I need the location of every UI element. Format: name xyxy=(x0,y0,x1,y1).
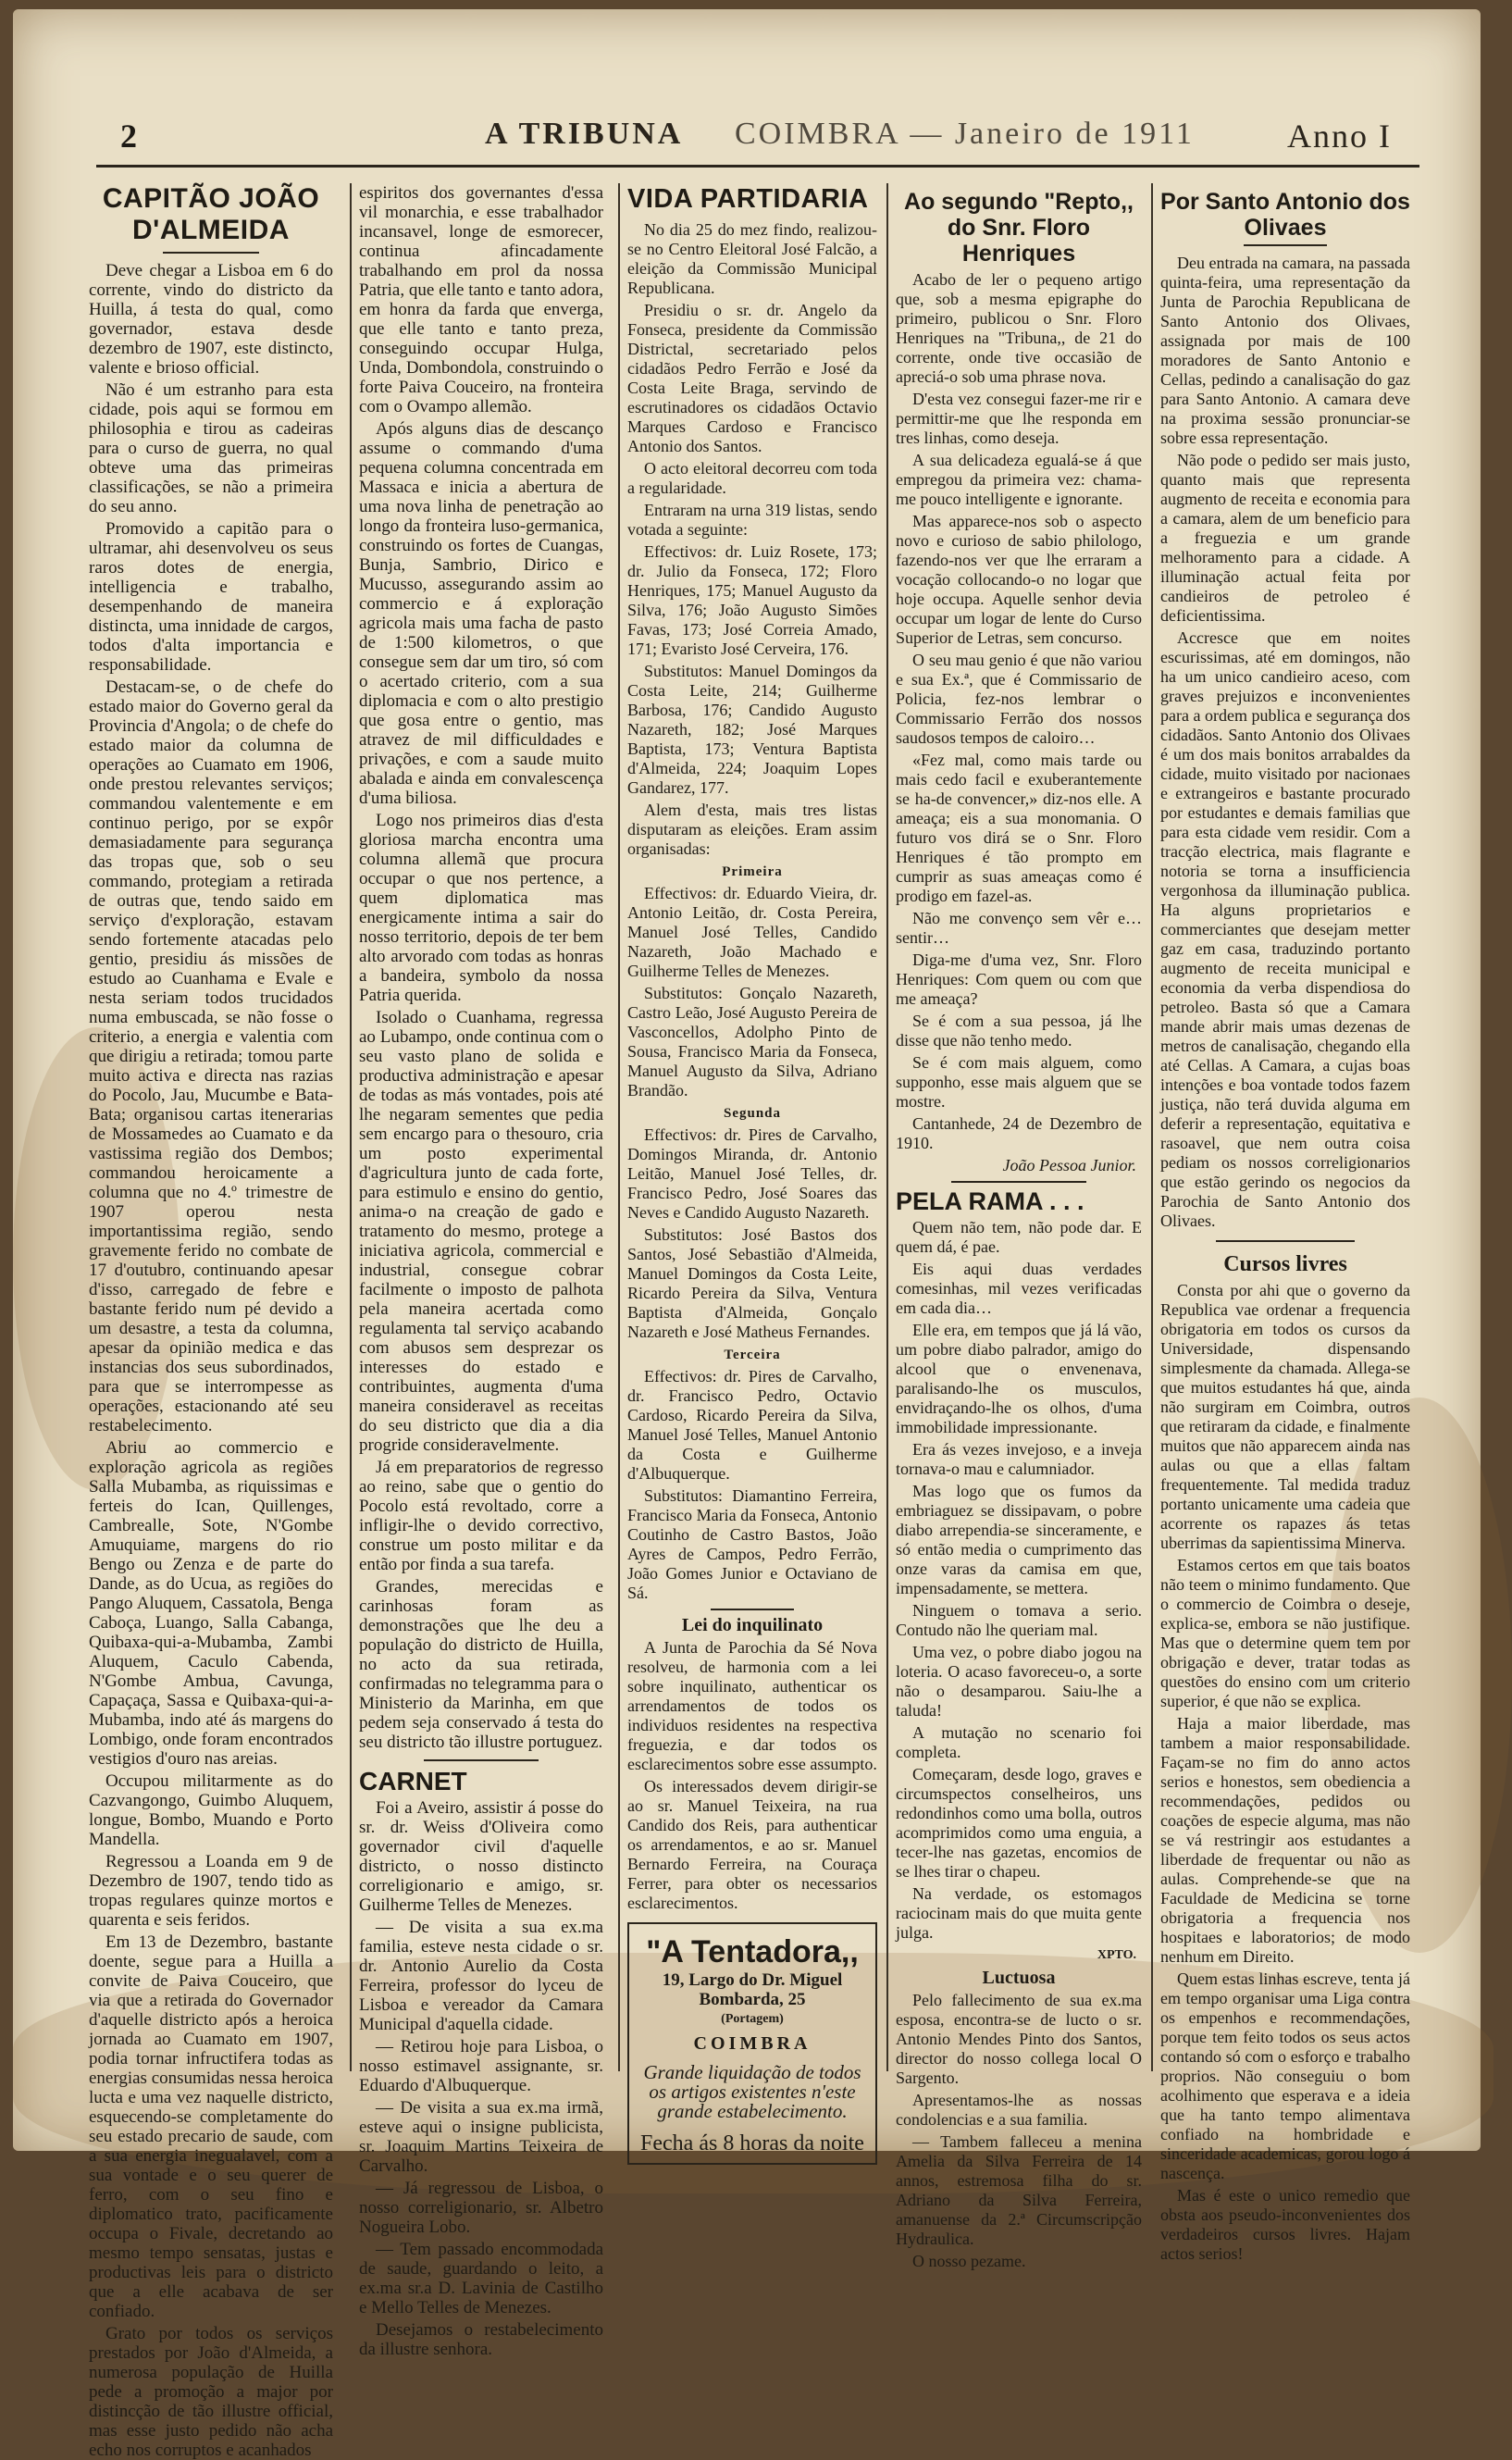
masthead xyxy=(87,109,1410,165)
ad-address-note: (Portagem) xyxy=(721,2012,784,2026)
paragraph: O nosso pezame. xyxy=(912,2252,1026,2270)
paragraph: Após alguns dias de descanço assume o commando d'uma pequena columna concentrada em Massaca e inicia a abertura de uma nova linha de penetração ao longo da fronteira luso-germanica, construindo os fortes de Cuangas, Bunja, Sambrio, Dirico e Mucusso, assegurando assim ao commercio e á exploração agricola mais uma facha de pasto de 1:500 kilometros, o que consegue sem dar um tiro, só com o acertado criterio, com a sua diplomacia e com o alto prestigio que gosa entre o gentio, mas atravez de mil difficuldades e privações, e com a saude muito abalada e ainda em convalescença d'uma biliosa. xyxy=(359,419,603,808)
paragraph: Quem estas linhas escreve, tenta já em tempo organisar uma Liga contra os empenhos e recommendações, porque tem feito todos os seus actos contando só com o esforço e trabalho proprios. Não conseguiu o bom acolhimento que esperava e a ideia que ha tanto tempo alimentava confiado na hombridade e sinceridade academicas, gorou logo á nascença. xyxy=(1160,1969,1410,2182)
paragraph: Mas logo que os fumos da embriaguez se dissipavam, o pobre diabo arrependia-se sinceramente, e só então media o cumprimento das onze varas da camisa em que, impensadamente, se mettera. xyxy=(896,1482,1142,1597)
paragraph: Diga-me d'uma vez, Snr. Floro Henriques: Com quem ou com que me ameaça? xyxy=(896,950,1142,1008)
article-title: VIDA PARTIDARIA xyxy=(627,184,869,214)
paragraph: Eis aqui duas verdades comesinhas, mil vezes verificadas em cada dia… xyxy=(896,1260,1142,1317)
paragraph: Abriu ao commercio e exploração agricola as regiões Salla Mubamba, as riquissimas e ferteis do Ican, Quillenges, Cambrealle, Sote, N'Gombe Amuquiame, margens do rio Bengo ou Zenza e de parte do Dande, as do Ucua, as regiões do Pango Aluquem, Cassatola, Benga Caboça, Luango, Salla Cabanga, Quibaxa-qui-a-Mubamba, Zambi Aluquem, Caculo Cabenda, N'Gombe Ambua, Cavunga, Capaçaça, Sassa e Quibaxa-qui-a-Mubamba, indo até ás margens do Lombigo, onde foram encontrados vestigios d'ouro nas areias. xyxy=(89,1438,333,1769)
paragraph: Grato por todos os serviços prestados por João d'Almeida, a numerosa população de Huilla pede a promoção a major por distincção de tão illustre official, mas esse justo pedido não acha echo nos corruptos e acanhados xyxy=(89,2324,333,2460)
paragraph: Apresentamos-lhe as nossas condolencias e a sua familia. xyxy=(896,2091,1142,2129)
paragraph: — Já regressou de Lisboa, o nosso correligionario, sr. Albetro Nogueira Lobo. xyxy=(359,2179,603,2237)
page-number: 2 xyxy=(120,118,137,155)
paragraph: Regressou a Loanda em 9 de Dezembro de 1907, tendo tido as tropas regulares quinze mortos e quarenta e seis feridos. xyxy=(89,1852,333,1930)
paragraph: Se é com a sua pessoa, já lhe disse que não tenho medo. xyxy=(896,1012,1142,1050)
paragraph: Elle era, em tempos que já lá vão, um pobre diabo palrador, amigo do alcool que o envenenava, paralisando-lhe os musculos, envidraçando-lhe os olhos, d'uma immobilidade impressionante. xyxy=(896,1321,1142,1436)
paragraph: espiritos dos governantes d'essa vil monarchia, e esse trabalhador incansavel, longe de esmorecer, continua afincadamente trabalhando em prol da nossa Patria, que elle tanto e tanto adora, em honra da farda que enverga, que elle tanto e tanto preza, conseguindo occupar Hulga, Unda, Dombondola, construindo o forte Paiva Couceiro, na fronteira com o Ovampo allemão. xyxy=(359,183,603,416)
paragraph: — De visita a sua ex.ma familia, esteve nesta cidade o sr. dr. Antonio Aurelio da Costa Ferreira, professor do lyceu de Lisboa e vereador da Camara Municipal d'aquella cidade. xyxy=(359,1918,603,2034)
paragraph: Quem não tem, não pode dar. E quem dá, é pae. xyxy=(896,1218,1142,1256)
paragraph: Alem d'esta, mais tres listas disputaram as eleições. Eram assim organisadas: xyxy=(627,801,877,858)
paragraph: Se é com mais alguem, como supponho, esse mais alguem que se mostre. xyxy=(896,1053,1142,1111)
column-5 xyxy=(1160,183,1410,2263)
paragraph: — De visita a sua ex.ma irmã, esteve aqui o insigne publicista, sr. Joaquim Martins Teixeira de Carvalho. xyxy=(359,2098,603,2176)
paragraph: Destacam-se, o de chefe do estado maior do Governo geral da Provincia d'Angola; o de chefe do estado maior da columna de operações ao Cuamato em 1906, onde prestou relevantes serviços; commandou valentemente e em continuo perigo, por se expôr demasiadamente para segurança das tropas que, sob o seu commando, protegiam a retirada de outras que, tendo saido em serviço d'exploração, estavam sendo fortemente atacadas pelo gentio, presidiu ás missões de estudo ao Cuanhama e Evale e nesta seriam todos trucidados numa embuscada, se não fosse o criterio, a energia e valentia com que dirigiu a retirada; tomou parte muito activa e directa nas razias do Pocolo, Jau, Mucumbe e Bata-Bata; organisou cartas itenerarias de Mossamedes ao Cuamato e da vastissima região dos Dembos; commandou heroicamente a columna que no 4.º trimestre de 1907 operou nesta importantissima região, sendo gravemente ferido no combate de 17 d'outubro, continuando apesar d'isso, carregado de febre e bastante ferido num pé devido a um desastre, a testa da columna, apesar da opinião medica e das instancias dos seus subordinados, para que se interrompesse as operações, estacionando até seu restabelecimento. xyxy=(89,677,333,1435)
paragraph: Accresce que em noites escurissimas, até em domingos, não ha um unico candieiro aceso, com graves prejuizos e inconvenientes para a ordem publica e segurança dos cidadãos. Santo Antonio dos Olivaes é um dos mais bonitos arrabaldes da cidade, muito visitado por nacionaes e extrangeiros e bastante procurado por estudantes e demais familias que para esta cidade vem residir. Com a tracção electrica, mais flagrante e notoria se torna a insufficiencia vergonhosa da illuminação publica. Ha alguns proprietarios e commerciantes que desejam metter gaz em casa, traduzindo portanto augmento de receita municipal e economia da verba dispendiosa do petroleo. Basta só que a Camara mande abrir mais umas dezenas de metros de canalisação, chegando ella até Cellas. A Camara, a cujas boas intenções e boa vontade todos fazem justiça, não terá duvida alguma em deferir a representação, equitativa e rasoavel, que nem outra coisa pediam os nossos correligionarios que estão gerindo os negocios da Parochia de Santo Antonio dos Olivaes. xyxy=(1160,628,1410,1230)
list-heading: Primeira xyxy=(722,864,783,879)
paragraph: Mas apparece-nos sob o aspecto novo e curioso de sabio philologo, fazendo-nos ver que lhe erraram a vocação collocando-o no logar que hoje occupa. Aquelle senhor devia occupar um logar de lente do Curso Superior de Letras, sem concurso. xyxy=(896,512,1142,647)
paragraph: Promovido a capitão para o ultramar, ahi desenvolveu os seus raros dotes de energia, intelligencia e trabalho, desempenhando de maneira distincta, uma innidade de cargos, todos d'alta importancia e responsabilidade. xyxy=(89,519,333,675)
paragraph: Acabo de ler o pequeno artigo que, sob a mesma epigraphe do primeiro, publicou o Snr. Floro Henriques na "Tribuna,, de 21 do corrente, onde tive occasião de apreciá-o sob uma phrase nova. xyxy=(896,270,1142,386)
column-divider xyxy=(1151,183,1153,2071)
paragraph: A Junta de Parochia da Sé Nova resolveu, de harmonia com a lei sobre inquilinato, authenticar os arrendamentos de todos os individuos residentes na respectiva freguezia, e dar todos os esclarecimentos sobre esse assumpto. xyxy=(627,1638,877,1773)
article-title: CAPITÃO JOÃO D'ALMEIDA xyxy=(102,183,320,245)
newspaper-title: A TRIBUNA xyxy=(485,117,684,151)
section-rule xyxy=(424,1759,539,1761)
paragraph: Em 13 de Dezembro, bastante doente, segue para a Huilla a convite de Paiva Couceiro, que via que a retirada do Governador d'aquelle districto após a heroica jornada ao Cuamato em 1907, podia tornar infructifera todas as energias consumidas nessa heroica lucta e uma vez naquelle districto, esquecendo-se completamente do seu estado precario de saude, com a sua energia inegualavel, com a sua vontade e o seu querer de ferro, com o seu fino e diplomatico trato, pacificamente occupa o Fivale, decretando ao mesmo tempo sensatas, justas e productivas leis para o districto que a elle acabava de ser confiado. xyxy=(89,1932,333,2321)
paragraph: Substitutos: Gonçalo Nazareth, Castro Leão, José Augusto Pereira de Vasconcellos, Adolpho Pinto de Sousa, Francisco Maria da Fonseca, Manuel Augusto da Silva, Adriano Brandão. xyxy=(627,984,877,1100)
paragraph: Estamos certos em que tais boatos não teem o minimo fundamento. Que o commercio de Coimbra o deseje, explica-se, embora se não justifique. Mas que o determine quem tem por obrigação e dever, tratar todas as questões do ensino com um criterio superior, é que não se explica. xyxy=(1160,1556,1410,1710)
section-title: Cursos livres xyxy=(1223,1252,1347,1276)
column-divider xyxy=(618,183,620,2071)
paragraph: Foi a Aveiro, assistir á posse do sr. dr. Weiss d'Oliveira como governador civil d'aquelle districto, o nosso distincto correligionario e amigo, sr. Guilherme Telles de Menezes. xyxy=(359,1798,603,1915)
paragraph: — Retirou hoje para Lisboa, o nosso estimavel assignante, sr. Eduardo d'Albuquerque. xyxy=(359,2037,603,2095)
paragraph: A mutação no scenario foi completa. xyxy=(896,1723,1142,1761)
paragraph: A sua delicadeza egualá-se á que empregou da primeira vez: chama-me pouco intelligente e ignorante. xyxy=(896,451,1142,508)
paragraph: Effectivos: dr. Eduardo Vieira, dr. Antonio Leitão, dr. Costa Pereira, Manuel José Telles, Candido Nazareth, João Machado e Guilherme Telles de Menezes. xyxy=(627,884,877,980)
section-rule xyxy=(1216,1240,1355,1242)
paragraph: Não pode o pedido ser mais justo, quanto mais que representa augmento de receita e economia para a camara, alem de um beneficio para a freguezia e um grande melhoramento para a cidade. A illuminação actual feita por candieiros de petroleo é deficientissima. xyxy=(1160,451,1410,625)
section-rule xyxy=(951,1181,1086,1183)
section-title: Lei do inquilinato xyxy=(681,1615,824,1635)
list-heading: Segunda xyxy=(723,1106,782,1121)
paragraph: «Fez mal, como mais tarde ou mais cedo facil e exuberantemente se ha-de convencer,» diz-nos elle. A ameaça; eis a sua monomania. O futuro vos dirá se o Snr. Floro Henriques é tão prompto em cumprir as suas ameaças como é prodigo em fazel-as. xyxy=(896,751,1142,905)
column-divider xyxy=(886,183,888,2071)
title-rule xyxy=(163,252,259,254)
article-title: Por Santo Antonio dos Olivaes xyxy=(1160,189,1410,241)
paragraph: Deve chegar a Lisboa em 6 do corrente, vindo do districto da Huilla, á testa do qual, como governador, estava desde dezembro de 1907, este distincto, valente e brioso official. xyxy=(89,261,333,378)
paragraph: Era ás vezes invejoso, e a inveja tornava-o mau e calumniador. xyxy=(896,1440,1142,1478)
column-1 xyxy=(89,183,333,2460)
paragraph: D'esta vez consegui fazer-me rir e permittir-me que lhe responda em tres linhas, como deseja. xyxy=(896,390,1142,447)
paragraph: Consta por ahi que o governo da Republica vae ordenar a frequencia obrigatoria em todos os cursos da Universidade, dispensando simplesmente da chamada. Allega-se que muitos estudantes há que, ainda não surgiram em Coimbra, outros que retiraram da cidade, e finalmente muitos que não apparecem ainda nas aulas ou que a ellas faltam frequentemente. Tal medida traduz portanto unicamente uma cadeia que acorrente os rapazes ás tetas uberrimas da sapientissima Minerva. xyxy=(1160,1281,1410,1552)
paragraph: Já em preparatorios de regresso ao reino, sabe que o gentio do Pocolo está revoltado, corre a infligir-lhe o devido correctivo, construe um posto militar e da então por finda a sua tarefa. xyxy=(359,1458,603,1574)
column-4 xyxy=(896,183,1142,2270)
header-rule xyxy=(96,165,1419,168)
list-heading: Terceira xyxy=(724,1348,781,1362)
column-2 xyxy=(359,183,603,2359)
paragraph: Effectivos: dr. Luiz Rosete, 173; dr. Julio da Fonseca, 172; Floro Henriques, 175; Manuel Augusto da Silva, 176; João Augusto Simões Favas, 173; José Correia Amado, 171; Evaristo José Cerveira, 176. xyxy=(627,542,877,658)
newspaper-page xyxy=(13,9,1481,2460)
paragraph: Na verdade, os estomagos raciocinam mais do que muita gente julga. xyxy=(896,1884,1142,1942)
paragraph: Cantanhede, 24 de Dezembro de 1910. xyxy=(896,1114,1142,1152)
title-rule xyxy=(1244,244,1327,246)
paragraph: No dia 25 do mez findo, realizou-se no Centro Eleitoral José Falcão, a eleição da Commissão Municipal Republicana. xyxy=(627,220,877,297)
signature: João Pessoa Junior. xyxy=(1002,1156,1136,1174)
paragraph: Logo nos primeiros dias d'esta gloriosa marcha encontra uma columna allemã que procura occupar o que nos pertence, a quem diplomatica mas energicamente intima a sair do nosso territorio, depois de ter bem alto arvorado com todas as honras a bandeira, symbolo da nossa Patria querida. xyxy=(359,811,603,1005)
paragraph: Presidiu o sr. dr. Angelo da Fonseca, presidente da Commissão Districtal, secretariado pelos cidadãos Pedro Ferrão e José da Costa Leite Braga, servindo de escrutinadores os cidadãos Octavio Marques Cardoso e Francisco Antonio dos Santos. xyxy=(627,301,877,455)
section-title: PELA RAMA . . . xyxy=(896,1187,1084,1215)
paragraph: Isolado o Cuanhama, regressa ao Lubampo, onde continua com o seu vasto plano de solida e productiva administração e apesar de todas as más vontades, pois até lhe negaram sementes que pedia sem encargo para o thesouro, cria um posto experimental d'agricultura junto de cada forte, para estimulo e ensino do gentio, anima-o na creação de gado e tratamento do mesmo, protege a iniciativa agricola, commercial e industrial, consegue cobrar facilmente o imposto de palhota pela maneira acertada como regulamenta tal serviço acabando com abusos sem desprezar os interesses do estado e contribuintes, augmenta d'uma maneira consideravel as receitas do seu districto que dia a dia progride consideravelmente. xyxy=(359,1008,603,1455)
paragraph: Desejamos o restabelecimento da illustre senhora. xyxy=(359,2320,603,2359)
ad-body: Grande liquidação de todos os artigos existentes n'este grande estabelecimento. xyxy=(643,2061,861,2122)
paragraph: Pelo fallecimento de sua ex.ma esposa, encontra-se de lucto o sr. Antonio Mendes Pinto dos Santos, director do nosso collega local O Sargento. xyxy=(896,1991,1142,2087)
ad-closing: Fecha ás 8 horas da noite xyxy=(640,2131,864,2156)
paragraph: Grandes, merecidas e carinhosas foram as demonstrações que lhe deu a população do districto de Huilla, no acto da sua retirada, confirmadas no telegramma para o Ministerio da Marinha, em que pedem seja conservado á testa do seu districto tão illustre portuguez. xyxy=(359,1577,603,1752)
paragraph: Os interessados devem dirigir-se ao sr. Manuel Teixeira, na rua Candido dos Reis, para authenticar os arrendamentos, e ao sr. Manuel Bernardo Ferreira, na Couraça Ferrer, para obter os necessarios esclarecimentos. xyxy=(627,1777,877,1912)
paragraph: Effectivos: dr. Pires de Carvalho, dr. Francisco Pedro, Octavio Cardoso, Ricardo Pereira da Silva, Manuel José Telles, Manuel Antonio da Costa e Guilherme d'Albuquerque. xyxy=(627,1367,877,1483)
paragraph: Não é um estranho para esta cidade, pois aqui se formou em philosophia e tirou as cadeiras para o curso de guerra, no qual obteve uma das primeiras classificações, se não a primeira do seu anno. xyxy=(89,380,333,516)
paragraph: O seu mau genio é que não variou e sua Ex.ª, que é Commissario de Policia, fez-nos lembrar o Commissario Ferrão dos nossos saudosos tempos de caloiro… xyxy=(896,651,1142,747)
ad-address: 19, Largo do Dr. Miguel Bombarda, 25 xyxy=(662,1970,843,2009)
paragraph: — Tambem falleceu a menina Amelia da Silva Ferreira de 14 annos, estremosa filha do sr. Adriano da Silva Ferreira, amanuense da 2.ª Circumscripção Hydraulica. xyxy=(896,2132,1142,2248)
paragraph: Entraram na urna 319 listas, sendo votada a seguinte: xyxy=(627,501,877,539)
paragraph: Deu entrada na camara, na passada quinta-feira, uma representação da Junta de Parochia Republicana de Santo Antonio dos Olivaes, assignada por mais de 100 moradores de Santo Antonio e Cellas, pedindo a canalisação do gaz para Santo Antonio. A camara deve na proxima sessão pronunciar-se sobre essa representação. xyxy=(1160,254,1410,447)
carnet-title: CARNET xyxy=(359,1767,467,1795)
advertisement xyxy=(627,1922,877,2165)
article-title: Ao segundo "Repto,, do Snr. Floro Henriques xyxy=(904,189,1134,267)
paragraph: — Tem passado encommodada de saude, guardando o leito, a ex.ma sr.a D. Lavinia de Castilho e Mello Telles de Menezes. xyxy=(359,2240,603,2317)
volume-label: Anno I xyxy=(1287,118,1392,155)
paragraph: Haja a maior liberdade, mas tambem a maior responsabilidade. Façam-se no fim do anno actos serios e honestos, sem obediencia a recommendações, pedidos ou coações de especie alguma, mas não se vá restringir aos estudantes a liberdade de frequentar ou não as aulas. Comprehende-se que na Faculdade de Medicina se torne obrigatoria a frequencia nos hospitaes e laboratorios; de modo nenhum em Direito. xyxy=(1160,1714,1410,1966)
paragraph: Occupou militarmente as do Cazvangongo, Guimbo Aluquem, longue, Bombo, Muando e Porto Mandella. xyxy=(89,1771,333,1849)
paragraph: Mas é este o unico remedio que obsta aos pseudo-inconvenientes dos verdadeiros cursos livres. Hajam actos serios! xyxy=(1160,2186,1410,2263)
paragraph: Substitutos: Manuel Domingos da Costa Leite, 214; Guilherme Barbosa, 176; Candido Augusto Nazareth, 182; José Marques Baptista, 173; Ventura Baptista d'Almeida, 224; Joaquim Lopes Gandarez, 177. xyxy=(627,662,877,797)
paragraph: O acto eleitoral decorreu com toda a regularidade. xyxy=(627,459,877,497)
ad-name: "A Tentadora,, xyxy=(646,1934,859,1969)
masthead-date: COIMBRA — Janeiro de 1911 xyxy=(735,117,1195,151)
column-divider xyxy=(350,183,352,2071)
paragraph: Uma vez, o pobre diabo jogou na loteria. O acaso favoreceu-o, a sorte não o desamparou. Saiu-lhe a taluda! xyxy=(896,1643,1142,1720)
paragraph: Substitutos: José Bastos dos Santos, José Sebastião d'Almeida, Manuel Domingos da Costa Leite, Ricardo Pereira da Silva, Ventura Baptista d'Almeida, Gonçalo Nazareth e José Matheus Fernandes. xyxy=(627,1225,877,1341)
paragraph: Effectivos: dr. Pires de Carvalho, Domingos Miranda, dr. Antonio Leitão, Manuel José Telles, dr. Francisco Pedro, José Soares das Neves e Candido Augusto Nazareth. xyxy=(627,1125,877,1222)
paragraph: Substitutos: Diamantino Ferreira, Francisco Maria da Fonseca, Antonio Coutinho de Castro Bastos, João Ayres de Campos, Pedro Ferrão, João Gomes Junior e Octaviano de Sá. xyxy=(627,1486,877,1602)
ad-town: COIMBRA xyxy=(693,2033,812,2054)
paragraph: Não me convenço sem vêr e… sentir… xyxy=(896,909,1142,947)
paragraph: Ninguem o tomava a serio. Contudo não lhe queriam mal. xyxy=(896,1601,1142,1639)
section-rule xyxy=(711,1609,794,1610)
signature: XPTO. xyxy=(1097,1948,1136,1962)
column-3 xyxy=(627,183,877,2156)
section-title: Luctuosa xyxy=(982,1968,1056,1988)
paragraph: Começaram, desde logo, graves e circumspectos conselheiros, uns redondinhos como uma bolla, outros acomprimidos como uma enguia, a tecer-lhe nas gazetas, encomios de se lhes tirar o chapeu. xyxy=(896,1765,1142,1881)
